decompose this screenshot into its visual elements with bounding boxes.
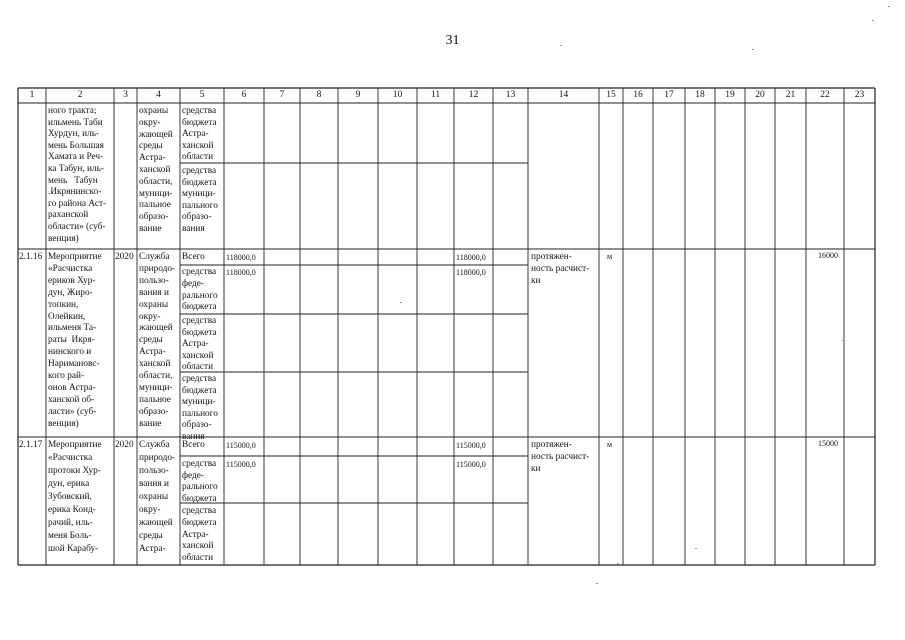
measure-name-line: .Икрянинско- — [48, 187, 102, 198]
total-col6-value: 115000,0 — [226, 441, 256, 450]
indicator-line: ки — [531, 463, 541, 474]
funding-source-municipal: муници- — [182, 397, 216, 408]
scan-speck — [695, 548, 697, 549]
executor-line: пальное — [139, 394, 171, 405]
year: 2020 — [115, 440, 134, 450]
column-header-9: 9 — [355, 90, 361, 100]
funding-source-regional: ханской — [182, 350, 214, 361]
scan-speck — [560, 45, 562, 46]
funding-source-federal: средства — [182, 267, 217, 277]
funding-source-federal: бюджета — [182, 302, 217, 313]
executor-line: охраны — [139, 106, 169, 116]
funding-source-regional: ханской — [182, 140, 214, 151]
column-header-10: 10 — [392, 90, 403, 100]
total-col12-value: 118000,0 — [456, 253, 486, 262]
funding-source-federal: бюджета — [182, 493, 217, 504]
measure-name-line: ильмень Таби — [48, 117, 103, 128]
measure-name-line: Наримановс- — [48, 359, 100, 370]
funding-source-regional: области — [182, 152, 214, 163]
column-header-15: 15 — [606, 90, 616, 100]
column-header-14: 14 — [558, 90, 569, 100]
col22-value: 16000 — [818, 251, 838, 260]
unit: м — [607, 440, 613, 449]
column-header-22: 22 — [820, 90, 830, 100]
measure-name-line: кого рай- — [48, 371, 85, 381]
funding-source-municipal: пального — [182, 408, 218, 419]
executor-line: природо- — [139, 453, 176, 463]
funding-source-federal: средства — [182, 459, 217, 469]
measure-name-line: Зубовский, — [48, 492, 92, 502]
federal-col6-value: 115000,0 — [226, 460, 256, 469]
measure-name-line: Хамата и Реч- — [48, 152, 104, 163]
scan-speck — [752, 49, 754, 50]
funding-source-regional: средства — [182, 506, 217, 516]
funding-source-municipal: вания — [182, 224, 205, 234]
executor-line: области, — [139, 371, 173, 381]
column-header-6: 6 — [241, 90, 247, 100]
measure-name-line: топкин, — [48, 299, 79, 310]
funding-source-regional: Астра- — [182, 529, 209, 540]
executor-line: жающей — [139, 129, 173, 140]
measure-name-line: венция) — [48, 418, 79, 429]
executor-line: муници- — [139, 188, 173, 199]
funding-source-municipal: бюджета — [182, 177, 217, 188]
indicator-line: ность расчист- — [531, 263, 590, 274]
measure-name-line: меня Боль- — [48, 531, 92, 541]
measure-name-line: онов Астра- — [48, 382, 96, 393]
executor-line: Служба — [139, 252, 170, 262]
measure-name-line: «Расчистка — [48, 453, 93, 463]
funding-source-regional: бюджета — [182, 327, 217, 338]
column-header-16: 16 — [633, 90, 643, 100]
measure-number: 2.1.17 — [19, 440, 43, 450]
funding-source-federal: феде- — [182, 470, 204, 481]
measure-name-line: ного тракта; — [48, 106, 97, 116]
scan-speck — [400, 302, 402, 303]
measure-name-line: мень Табун — [48, 175, 98, 186]
executor-line: вания и — [139, 287, 169, 298]
column-header-7: 7 — [279, 90, 285, 100]
funding-source-municipal: средства — [182, 374, 217, 384]
measure-name-line: Олейкин, — [48, 311, 86, 322]
executor-line: вания и — [139, 479, 169, 489]
total-col12-value: 115000,0 — [456, 441, 486, 450]
executor-line: Астра- — [139, 544, 166, 554]
executor-line: вание — [139, 418, 162, 429]
executor-line: среды — [139, 335, 163, 346]
funding-source-municipal: пального — [182, 200, 218, 211]
column-header-17: 17 — [664, 90, 674, 100]
measure-name-line: Мероприятие — [48, 440, 102, 450]
column-header-12: 12 — [468, 90, 479, 100]
executor-line: образо- — [139, 212, 169, 223]
measure-name-line: ханской об- — [48, 394, 95, 405]
funding-source-municipal: образо- — [182, 420, 212, 431]
executor-line: среды — [139, 141, 163, 152]
measure-name-line: мень Большая — [48, 140, 104, 151]
indicator-line: протяжен- — [531, 440, 572, 450]
column-header-21: 21 — [785, 90, 796, 100]
funding-source-regional: области — [182, 362, 214, 373]
funding-source-regional: Астра- — [182, 129, 209, 140]
measure-name-line: ерика Конд- — [48, 505, 96, 515]
measure-name-line: ласти» (суб- — [48, 406, 97, 417]
executor-line: пользо- — [139, 275, 169, 286]
funding-source-municipal: муници- — [182, 189, 216, 200]
executor-line: области, — [139, 176, 173, 187]
measure-name-line: раты Икря- — [48, 335, 95, 346]
column-header-3: 3 — [123, 90, 128, 100]
executor-line: пальное — [139, 200, 171, 211]
measure-name-line: ериков Хур- — [48, 275, 96, 286]
funding-source-federal: феде- — [182, 278, 204, 289]
federal-col6-value: 118000,0 — [226, 268, 256, 277]
funding-source-regional: ханской — [182, 541, 214, 552]
funding-source-municipal: вания — [182, 432, 205, 442]
executor-line: окру- — [139, 505, 161, 515]
year: 2020 — [115, 252, 134, 262]
executor-line: вание — [139, 224, 162, 234]
measure-name-line: «Расчистка — [48, 263, 93, 274]
col22-value: 15000 — [818, 439, 838, 448]
measure-name-line: дун, ерика — [48, 479, 90, 489]
executor-line: муници- — [139, 382, 173, 393]
executor-line: Служба — [139, 440, 170, 450]
funding-source-municipal: образо- — [182, 212, 212, 223]
measure-name-line: венция) — [48, 233, 79, 244]
page-number: 31 — [445, 33, 460, 48]
measure-name-line: раханской — [48, 210, 89, 221]
unit: м — [607, 252, 613, 261]
indicator-line: ки — [531, 275, 541, 286]
column-header-19: 19 — [725, 90, 735, 100]
executor-line: охраны — [139, 492, 169, 502]
executor-line: ханской — [139, 165, 171, 175]
funding-source-regional: области — [182, 553, 214, 564]
federal-col12-value: 118000,0 — [456, 268, 486, 277]
indicator-line: ность расчист- — [531, 451, 590, 462]
funding-total-label: Всего — [182, 252, 205, 262]
executor-line: жающей — [139, 518, 173, 528]
measure-name-line: области» (суб- — [48, 222, 106, 232]
column-header-11: 11 — [430, 90, 441, 100]
measure-name-line: рачий, иль- — [48, 518, 93, 528]
funding-source-regional: средства — [182, 106, 217, 116]
funding-total-label: Всего — [182, 440, 205, 450]
funding-source-federal: рального — [182, 482, 218, 492]
executor-line: Астра- — [139, 347, 166, 358]
measure-name-line: протоки Хур- — [48, 466, 101, 476]
funding-source-regional: средства — [182, 316, 217, 326]
funding-source-municipal: бюджета — [182, 385, 217, 396]
funding-source-regional: бюджета — [182, 517, 217, 528]
executor-line: среды — [139, 531, 163, 541]
scan-speck — [596, 583, 598, 584]
measure-number: 2.1.16 — [19, 252, 43, 262]
indicator-line: протяжен- — [531, 252, 572, 262]
column-header-20: 20 — [755, 90, 765, 100]
scan-speck — [842, 340, 844, 341]
scan-speck — [872, 20, 874, 21]
column-header-8: 8 — [316, 90, 322, 100]
executor-line: Астра- — [139, 153, 166, 164]
scan-speck — [617, 563, 619, 564]
measure-name-line: дун, Жиро- — [48, 287, 93, 298]
funding-source-regional: бюджета — [182, 117, 217, 128]
measure-name-line: ка Табун, иль- — [48, 164, 104, 174]
scan-speck — [888, 6, 890, 7]
total-col6-value: 118000,0 — [226, 253, 256, 262]
measure-name-line: го района Аст- — [48, 198, 107, 209]
executor-line: окру- — [139, 311, 161, 322]
column-header-2: 2 — [77, 90, 83, 100]
column-header-18: 18 — [695, 90, 705, 100]
funding-source-federal: рального — [182, 290, 218, 301]
executor-line: природо- — [139, 263, 176, 274]
measure-name-line: ильменя Та- — [48, 323, 97, 334]
column-header-5: 5 — [199, 90, 205, 100]
column-header-23: 23 — [854, 90, 865, 100]
measure-name-line: Мероприятие — [48, 252, 102, 262]
executor-line: охраны — [139, 299, 169, 310]
executor-line: образо- — [139, 406, 169, 417]
measure-name-line: шой Карабу- — [48, 544, 99, 554]
funding-source-regional: Астра- — [182, 339, 209, 350]
measure-name-line: нинского и — [48, 347, 92, 358]
executor-line: ханской — [139, 359, 171, 370]
federal-col12-value: 115000,0 — [456, 460, 486, 469]
measure-name-line: Хурдун, иль- — [48, 129, 100, 140]
column-header-4: 4 — [156, 90, 161, 100]
executor-line: пользо- — [139, 466, 169, 476]
executor-line: окру- — [139, 117, 161, 128]
column-header-13: 13 — [505, 90, 516, 100]
funding-source-municipal: средства — [182, 166, 217, 176]
column-header-1: 1 — [29, 90, 35, 100]
executor-line: жающей — [139, 323, 173, 334]
